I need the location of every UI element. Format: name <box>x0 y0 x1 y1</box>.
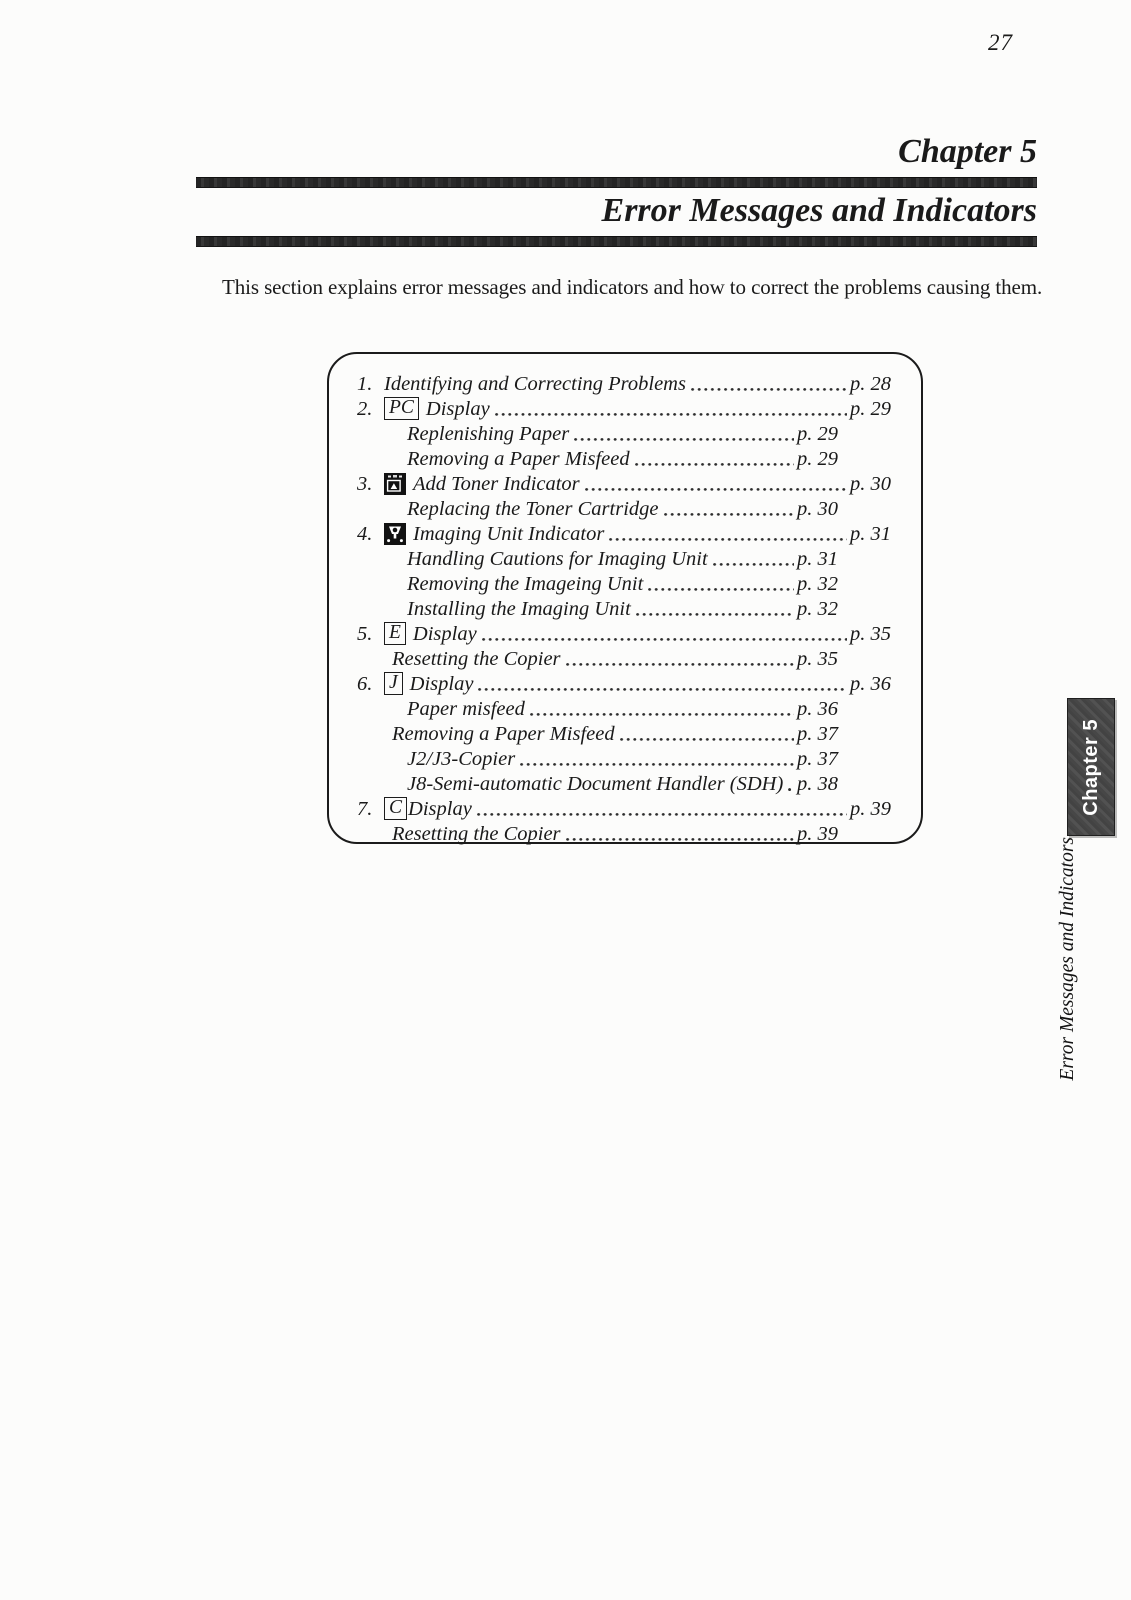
intro-text: This section explains error messages and indicators and how to correct the problems causing them. <box>222 275 1043 299</box>
toc-entry-page: p. 30 <box>850 473 891 495</box>
toc-subentry <box>407 496 838 521</box>
toc-entry-label: Replenishing Paper <box>407 423 570 445</box>
chapter-heading: Chapter 5 <box>898 133 1037 170</box>
toc-entry-label: Removing a Paper Misfeed <box>392 723 615 745</box>
toc-subentry <box>407 546 838 571</box>
dot-leader <box>609 521 847 546</box>
toc-subentry <box>407 421 838 446</box>
pc-display-badge: PC <box>384 397 419 420</box>
toc-entry <box>357 671 891 696</box>
toc-entry-page: p. 35 <box>797 648 838 670</box>
imaging-unit-icon <box>384 523 406 545</box>
dot-leader <box>788 771 794 796</box>
toc-entry-label: Removing the Imageing Unit <box>407 573 644 595</box>
toc-entry-label: Installing the Imaging Unit <box>407 598 631 620</box>
toc-entry-page: p. 37 <box>797 748 838 770</box>
toc-subentry <box>407 596 838 621</box>
toc-entry-page: p. 32 <box>797 573 838 595</box>
heading-rule-bottom <box>196 236 1037 247</box>
toc-entry-page: p. 30 <box>797 498 838 520</box>
toc-subentry <box>407 446 838 471</box>
dot-leader <box>664 496 795 521</box>
chapter-tab-label: Chapter 5 <box>1079 718 1102 816</box>
dot-leader <box>482 621 847 646</box>
toc-entry-label: J8-Semi-automatic Document Handler (SDH) <box>407 773 784 795</box>
chapter-tab <box>1067 698 1115 836</box>
e-display-badge: E <box>384 622 406 645</box>
chapter-vertical-title-text: Error Messages and Indicators <box>1057 837 1078 1081</box>
toc-entry-page: p. 38 <box>797 773 838 795</box>
dot-leader <box>478 671 847 696</box>
dot-leader <box>566 821 794 846</box>
add-toner-icon <box>384 473 406 495</box>
toc-entry-number: 5. <box>357 623 373 645</box>
toc-entry-page: p. 39 <box>850 798 891 820</box>
toc-subentry <box>407 771 838 796</box>
dot-leader <box>713 546 794 571</box>
toc-box <box>327 352 923 844</box>
toc-entry-number: 4. <box>357 523 373 545</box>
toc-subentry <box>392 646 838 671</box>
toc-subentry <box>392 821 838 846</box>
dot-leader <box>477 796 847 821</box>
toc-entry-label: Resetting the Copier <box>392 648 561 670</box>
toc-entry-page: p. 29 <box>850 398 891 420</box>
toc-entry-page: p. 29 <box>797 423 838 445</box>
toc-subentry <box>407 571 838 596</box>
toc-entry-label: J2/J3-Copier <box>407 748 516 770</box>
toc-entry-page: p. 36 <box>797 698 838 720</box>
page-number: 27 <box>988 30 1013 55</box>
toc-subentry <box>407 746 838 771</box>
toc-entry-page: p. 31 <box>797 548 838 570</box>
toc-entry <box>357 521 891 546</box>
page-title: Error Messages and Indicators <box>601 192 1037 229</box>
toc-entry-label: Replacing the Toner Cartridge <box>407 498 659 520</box>
toc-entry-number: 6. <box>357 673 373 695</box>
toc-entry-page: p. 35 <box>850 623 891 645</box>
dot-leader <box>520 746 794 771</box>
dot-leader <box>636 596 794 621</box>
toc-entry <box>357 371 891 396</box>
toc-subentry <box>392 721 838 746</box>
toc-entry-label: Paper misfeed <box>407 698 525 720</box>
toc-entry-label: Removing a Paper Misfeed <box>407 448 630 470</box>
dot-leader <box>620 721 794 746</box>
dot-leader <box>574 421 794 446</box>
dot-leader <box>566 646 794 671</box>
toc-entry-number: 1. <box>357 373 373 395</box>
toc-entry-page: p. 28 <box>850 373 891 395</box>
toc-entry-page: p. 31 <box>850 523 891 545</box>
toc-entry <box>357 396 891 421</box>
dot-leader <box>530 696 794 721</box>
toc-entry-number: 7. <box>357 798 373 820</box>
toc-entry <box>357 796 891 821</box>
toc-entry-label: Handling Cautions for Imaging Unit <box>407 548 708 570</box>
dot-leader <box>691 371 847 396</box>
heading-rule-top <box>196 177 1037 188</box>
toc-entry-label: Display <box>412 623 477 645</box>
toc-entry-number: 2. <box>357 398 373 420</box>
toc-entry-label: Identifying and Correcting Problems <box>384 373 686 395</box>
toc-entry-label: Add Toner Indicator <box>413 473 580 495</box>
dot-leader <box>495 396 847 421</box>
toc-entry-page: p. 39 <box>797 823 838 845</box>
toc-entry <box>357 621 891 646</box>
toc-entry-label: Imaging Unit Indicator <box>413 523 605 545</box>
j-display-badge: J <box>384 672 403 695</box>
chapter-vertical-title <box>1048 838 1088 1080</box>
toc-entry-label: Display <box>425 398 490 420</box>
toc-entry-page: p. 37 <box>797 723 838 745</box>
toc-subentry <box>407 696 838 721</box>
toc-entry-label: Display <box>409 673 474 695</box>
toc-entry-page: p. 32 <box>797 598 838 620</box>
dot-leader <box>585 471 847 496</box>
toc-entry-label: Display <box>408 798 472 820</box>
c-display-badge: C <box>384 797 407 820</box>
toc-entry-page: p. 36 <box>850 673 891 695</box>
dot-leader <box>635 446 794 471</box>
toc-entry-number: 3. <box>357 473 373 495</box>
dot-leader <box>648 571 794 596</box>
toc-entry <box>357 471 891 496</box>
toc-entry-page: p. 29 <box>797 448 838 470</box>
toc-entry-label: Resetting the Copier <box>392 823 561 845</box>
